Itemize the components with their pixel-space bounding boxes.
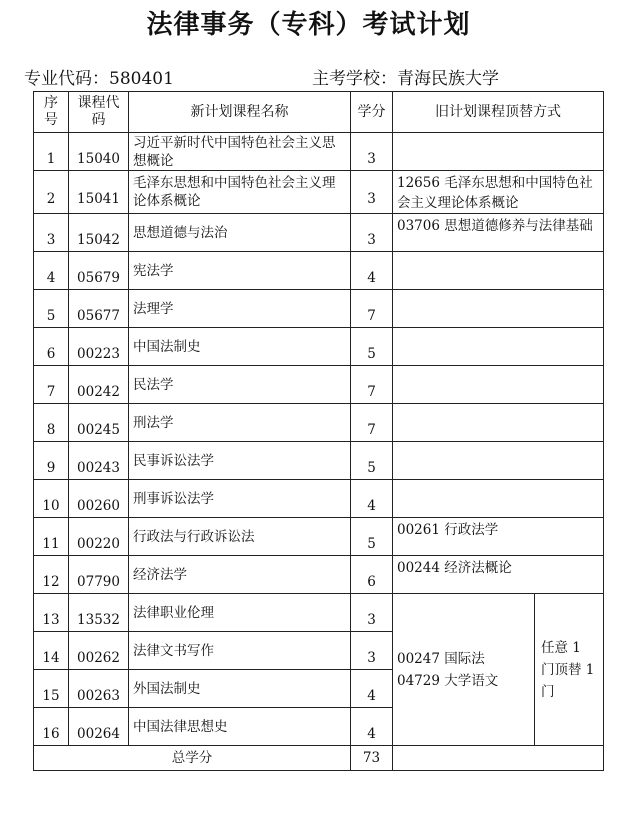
table-row: [34, 404, 604, 442]
cell-credit: 4: [351, 480, 393, 518]
cell-credit: 4: [351, 670, 393, 708]
cell-credit: 4: [351, 708, 393, 746]
cell-old-group: [393, 594, 535, 746]
cell-course-name: 中国法律思想史: [129, 708, 351, 746]
page-title: 法律事务（专科）考试计划: [146, 10, 471, 40]
cell-old-course: [393, 133, 604, 171]
table-row: [34, 518, 604, 556]
cell-seq: 14: [34, 632, 69, 670]
cell-course-name: 思想道德与法治: [129, 214, 351, 252]
table-row: [34, 328, 604, 366]
cell-course-name: 刑法学: [129, 404, 351, 442]
cell-seq: 1: [34, 133, 69, 171]
major-code: 专业代码：580401: [24, 69, 174, 89]
total-empty-cell: [393, 746, 604, 771]
cell-credit: 4: [351, 252, 393, 290]
cell-course-name: 法律文书写作: [129, 632, 351, 670]
cell-credit: 3: [351, 632, 393, 670]
table-row: [34, 556, 604, 594]
cell-old-course: 00244 经济法概论: [393, 556, 604, 594]
cell-old-course: 12656 毛泽东思想和中国特色社会主义理论体系概论: [393, 171, 604, 214]
cell-old-course: [393, 252, 604, 290]
cell-code: 00263: [69, 670, 129, 708]
cell-seq: 2: [34, 171, 69, 214]
header-credit: 学分: [351, 92, 393, 133]
table-row: [34, 290, 604, 328]
cell-code: 00242: [69, 366, 129, 404]
cell-credit: 3: [351, 133, 393, 171]
old-group-line2: 04729 大学语文: [397, 672, 499, 689]
total-credits: 73: [351, 746, 393, 771]
exam-school: 主考学校：青海民族大学: [312, 69, 499, 89]
cell-seq: 11: [34, 518, 69, 556]
cell-course-name: 外国法制史: [129, 670, 351, 708]
cell-course-name: 民法学: [129, 366, 351, 404]
cell-seq: 13: [34, 594, 69, 632]
header-row: [34, 92, 604, 133]
cell-course-name: 刑事诉讼法学: [129, 480, 351, 518]
cell-course-name: 法理学: [129, 290, 351, 328]
cell-seq: 6: [34, 328, 69, 366]
cell-credit: 6: [351, 556, 393, 594]
cell-credit: 7: [351, 404, 393, 442]
cell-code: 00264: [69, 708, 129, 746]
table-row: [34, 594, 604, 632]
cell-course-name: 法律职业伦理: [129, 594, 351, 632]
cell-credit: 7: [351, 290, 393, 328]
cell-credit: 5: [351, 442, 393, 480]
cell-old-course: [393, 404, 604, 442]
cell-old-course: [393, 366, 604, 404]
cell-course-name: 民事诉讼法学: [129, 442, 351, 480]
old-group-line1: 00247 国际法: [397, 650, 485, 667]
cell-old-course: [393, 290, 604, 328]
cell-old-course: [393, 442, 604, 480]
cell-code: 05679: [69, 252, 129, 290]
table-row: [34, 171, 604, 214]
cell-group-note: 任意 1 门顶替 1 门: [535, 594, 604, 746]
table-row: [34, 366, 604, 404]
cell-seq: 10: [34, 480, 69, 518]
header-code: 课程代码: [69, 92, 129, 133]
cell-course-name: 行政法与行政诉讼法: [129, 518, 351, 556]
cell-credit: 3: [351, 171, 393, 214]
cell-code: 00260: [69, 480, 129, 518]
cell-old-course: [393, 480, 604, 518]
total-label: 总学分: [34, 746, 351, 771]
cell-code: 00220: [69, 518, 129, 556]
cell-seq: 7: [34, 366, 69, 404]
cell-code: 15042: [69, 214, 129, 252]
header-old: 旧计划课程顶替方式: [393, 92, 604, 133]
table-row: [34, 442, 604, 480]
cell-old-course: [393, 328, 604, 366]
cell-code: 13532: [69, 594, 129, 632]
total-row: [34, 746, 604, 771]
cell-code: 00245: [69, 404, 129, 442]
cell-seq: 4: [34, 252, 69, 290]
cell-seq: 16: [34, 708, 69, 746]
cell-course-name: 中国法制史: [129, 328, 351, 366]
cell-course-name: 毛泽东思想和中国特色社会主义理论体系概论: [129, 171, 351, 214]
cell-seq: 3: [34, 214, 69, 252]
table-row: [34, 252, 604, 290]
cell-credit: 3: [351, 214, 393, 252]
cell-code: 05677: [69, 290, 129, 328]
cell-old-course: 03706 思想道德修养与法律基础: [393, 214, 604, 252]
cell-code: 00262: [69, 632, 129, 670]
cell-code: 00223: [69, 328, 129, 366]
cell-seq: 12: [34, 556, 69, 594]
header-seq: 序号: [34, 92, 69, 133]
cell-credit: 5: [351, 518, 393, 556]
cell-code: 15040: [69, 133, 129, 171]
cell-credit: 5: [351, 328, 393, 366]
table-row: [34, 214, 604, 252]
table-row: [34, 480, 604, 518]
cell-code: 07790: [69, 556, 129, 594]
cell-old-course: 00261 行政法学: [393, 518, 604, 556]
table-row: [34, 133, 604, 171]
cell-credit: 3: [351, 594, 393, 632]
cell-code: 15041: [69, 171, 129, 214]
cell-course-name: 宪法学: [129, 252, 351, 290]
cell-seq: 8: [34, 404, 69, 442]
cell-seq: 9: [34, 442, 69, 480]
exam-plan-table: [33, 91, 604, 771]
cell-course-name: 习近平新时代中国特色社会主义思想概论: [129, 133, 351, 171]
cell-course-name: 经济法学: [129, 556, 351, 594]
cell-code: 00243: [69, 442, 129, 480]
cell-credit: 7: [351, 366, 393, 404]
cell-seq: 5: [34, 290, 69, 328]
cell-seq: 15: [34, 670, 69, 708]
header-name: 新计划课程名称: [129, 92, 351, 133]
